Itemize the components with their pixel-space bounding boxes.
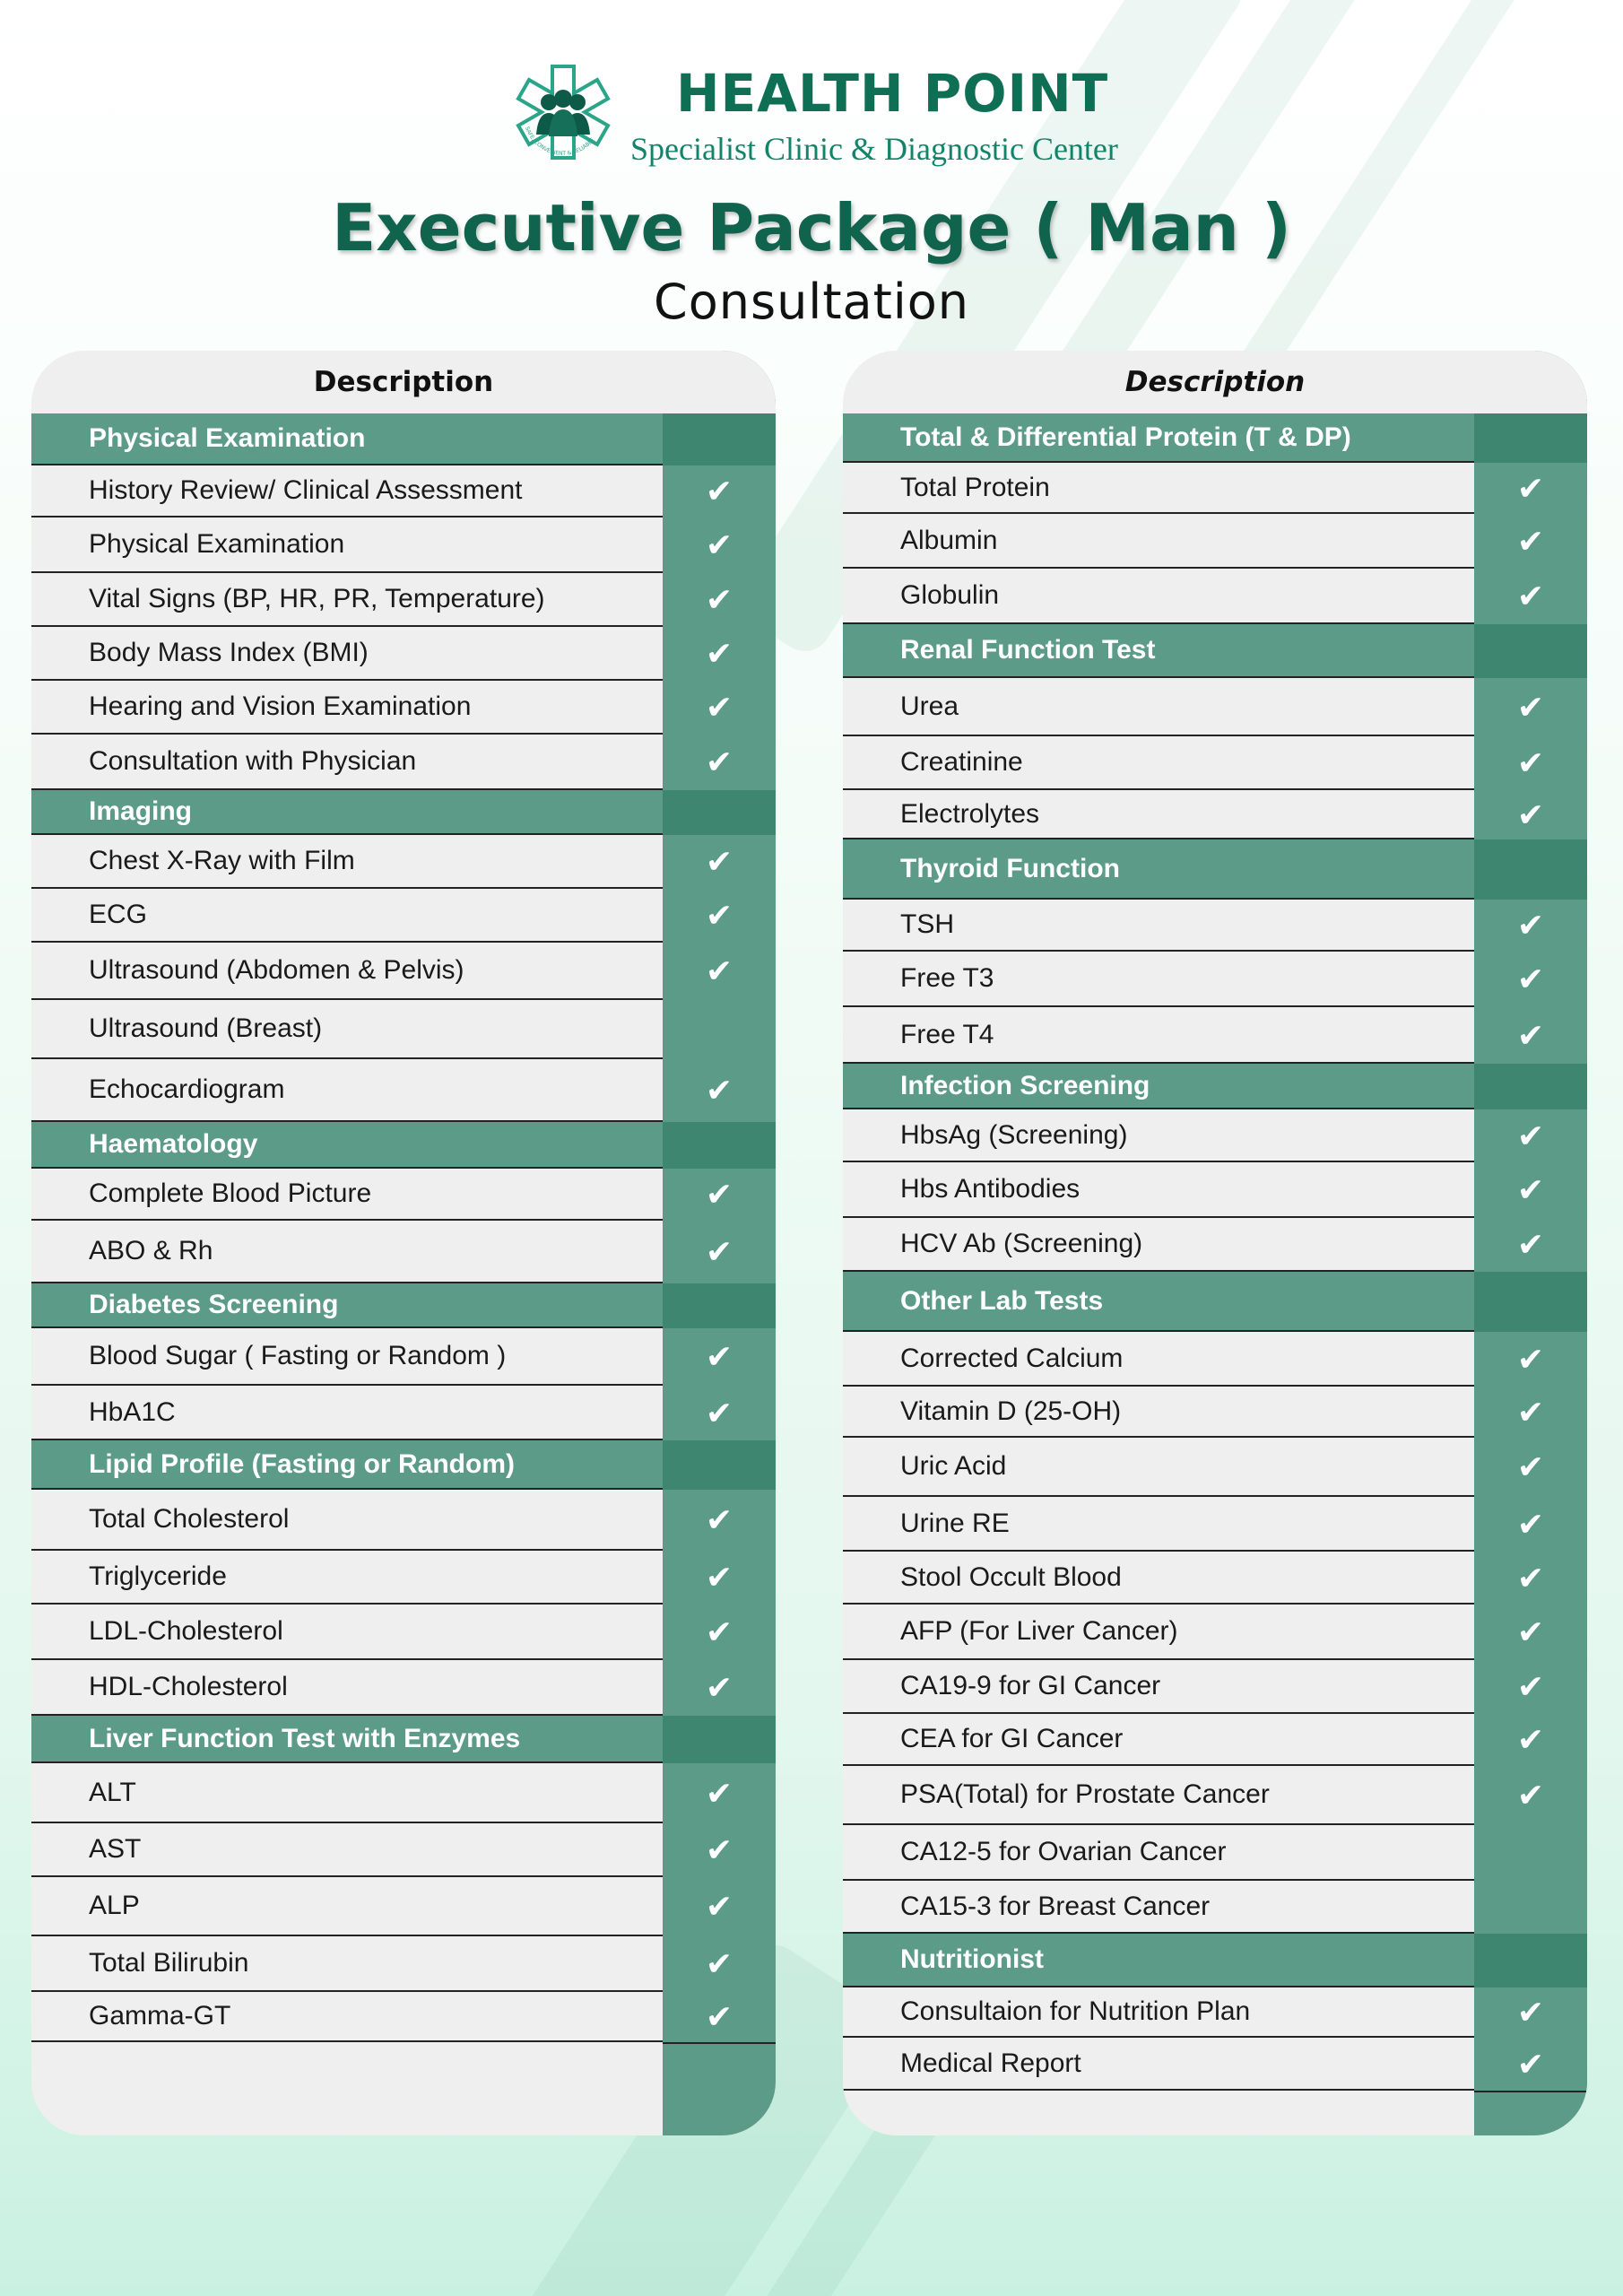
row-label: Urea [843,678,1474,736]
checkmark-icon: ✔ [1474,900,1587,953]
table-row [31,1605,776,1660]
table-row [843,1438,1587,1497]
checkmark-icon: ✔ [1474,2038,1587,2092]
checkmark-icon: ✔ [663,1490,776,1552]
table-row [843,1881,1587,1934]
checkmark-icon [1474,1272,1587,1334]
checkmark-icon: ✔ [1474,736,1587,792]
table-row [31,681,776,735]
table-row [843,514,1587,569]
checkmark-icon: ✔ [1474,1605,1587,1662]
row-label: Free T3 [843,952,1474,1007]
row-label: HbsAg (Screening) [843,1109,1474,1162]
row-label: Blood Sugar ( Fasting or Random ) [31,1328,663,1386]
checkmark-icon: ✔ [1474,952,1587,1009]
row-label: Urine RE [843,1497,1474,1552]
row-label: HDL-Cholesterol [31,1660,663,1716]
section-header-row [843,413,1587,463]
checkmark-icon: ✔ [1474,1332,1587,1388]
table-row [31,517,776,573]
checkmark-icon: ✔ [663,1877,776,1938]
checkmark-icon: ✔ [1474,1766,1587,1827]
checkmark-icon: ✔ [663,627,776,683]
table-row [31,1551,776,1605]
row-label: CA19-9 for GI Cancer [843,1660,1474,1714]
table-row [31,889,776,943]
table-row [31,1763,776,1823]
row-label: Corrected Calcium [843,1332,1474,1387]
row-label: ALP [31,1877,663,1936]
section-title: Haematology [31,1122,663,1169]
checkmark-icon: ✔ [1474,1218,1587,1274]
row-label: Ultrasound (Abdomen & Pelvis) [31,943,663,1000]
table-row [843,1660,1587,1714]
row-label: Free T4 [843,1007,1474,1064]
row-label: Ultrasound (Breast) [31,1000,663,1059]
row-label: Total Protein [843,463,1474,514]
left-table-header: Description [31,351,776,413]
brand-name: HEALTH POINT [676,63,1109,124]
logo-arc-text: SAFE, CONVENIENT & RELIABLE [524,126,596,157]
row-label: HbA1C [31,1386,663,1440]
section-title: Renal Function Test [843,624,1474,678]
checkmark-icon [663,1283,776,1330]
table-row [31,1936,776,1992]
table-row [843,1552,1587,1605]
checkmark-icon: ✔ [663,1328,776,1387]
row-label: Triglyceride [31,1551,663,1605]
section-title: Nutritionist [843,1934,1474,1987]
checkmark-icon [663,413,776,467]
table-row [31,835,776,889]
checkmark-icon: ✔ [1474,1987,1587,2039]
section-title: Imaging [31,790,663,835]
checkmark-icon [1474,624,1587,680]
checkmark-icon: ✔ [663,681,776,736]
row-label: Vital Signs (BP, HR, PR, Temperature) [31,573,663,627]
table-row [31,573,776,627]
table-row [843,1109,1587,1162]
checkmark-icon [1474,1881,1587,1935]
checkmark-icon: ✔ [1474,1387,1587,1439]
table-row [31,735,776,790]
checkmark-icon: ✔ [663,517,776,575]
row-label: CA12-5 for Ovarian Cancer [843,1825,1474,1881]
checkmark-icon [1474,839,1587,901]
row-label: Vitamin D (25-OH) [843,1387,1474,1438]
table-row [843,2038,1587,2091]
package-title: Executive Package ( Man ) [332,190,1291,265]
checkmark-icon: ✔ [1474,790,1587,841]
table-row [843,1007,1587,1064]
table-row [843,1766,1587,1825]
section-title: Lipid Profile (Fasting or Random) [31,1440,663,1490]
section-title: Diabetes Screening [31,1283,663,1328]
checkmark-icon: ✔ [1474,1109,1587,1164]
row-label: Total Bilirubin [31,1936,663,1992]
table-row [31,1221,776,1283]
row-label: Gamma-GT [31,1992,663,2042]
checkmark-icon: ✔ [663,573,776,629]
checkmark-icon: ✔ [663,889,776,944]
row-label: Body Mass Index (BMI) [31,627,663,681]
checkmark-icon [663,790,776,837]
row-label: LDL-Cholesterol [31,1605,663,1660]
checkmark-icon: ✔ [1474,463,1587,516]
table-row [31,943,776,1000]
row-label: ABO & Rh [31,1221,663,1283]
table-row [843,1218,1587,1272]
row-label: Echocardiogram [31,1059,663,1122]
section-title: Total & Differential Protein (T & DP) [843,413,1474,463]
table-row [843,1497,1587,1552]
table-row [31,1992,776,2042]
table-row [843,678,1587,736]
checkmark-icon: ✔ [663,1169,776,1222]
checkmark-icon: ✔ [663,735,776,792]
section-title: Thyroid Function [843,839,1474,900]
table-row [843,463,1587,514]
table-row [31,1169,776,1221]
checkmark-icon: ✔ [1474,569,1587,626]
checkmark-icon: ✔ [663,1386,776,1442]
table-row [31,1059,776,1122]
table-row [31,1328,776,1386]
section-header-row [843,1934,1587,1987]
section-title: Liver Function Test with Enzymes [31,1716,663,1763]
row-label: Consultation with Physician [31,735,663,790]
row-label: Physical Examination [31,517,663,573]
row-label: CA15-3 for Breast Cancer [843,1881,1474,1934]
row-label: Consultaion for Nutrition Plan [843,1987,1474,2038]
checkmark-icon: ✔ [1474,678,1587,738]
table-row [843,1387,1587,1438]
row-label: ALT [31,1763,663,1823]
section-header-row [31,790,776,835]
checkmark-icon: ✔ [1474,1497,1587,1553]
checkmark-icon: ✔ [1474,1438,1587,1499]
checkmark-icon: ✔ [663,1936,776,1994]
checkmark-icon: ✔ [1474,1162,1587,1220]
table-row [31,1490,776,1551]
table-row [843,952,1587,1007]
table-row [843,1332,1587,1387]
row-label: History Review/ Clinical Assessment [31,465,663,517]
table-row [31,1877,776,1936]
row-label: Complete Blood Picture [31,1169,663,1221]
checkmark-icon: ✔ [1474,1552,1587,1606]
table-row [843,1987,1587,2038]
checkmark-icon: ✔ [663,465,776,519]
table-row [843,1714,1587,1766]
checkmark-icon: ✔ [663,1992,776,2044]
checkmark-icon [663,1000,776,1061]
row-label: Stool Occult Blood [843,1552,1474,1605]
checkmark-icon: ✔ [663,1823,776,1879]
table-row [843,1605,1587,1660]
section-header-row [31,1283,776,1328]
checkmark-icon: ✔ [1474,1660,1587,1716]
left-table-panel [31,351,776,2135]
table-row [843,790,1587,839]
brand-subtitle: Specialist Clinic & Diagnostic Center [630,131,1118,167]
checkmark-icon: ✔ [1474,1007,1587,1065]
row-label: HCV Ab (Screening) [843,1218,1474,1272]
checkmark-icon [1474,1064,1587,1111]
table-row [31,465,776,517]
brand-header [0,54,1623,170]
checkmark-icon [1474,1825,1587,1883]
table-row [31,1823,776,1877]
right-table-header: Description [843,351,1587,413]
section-header-row [843,1064,1587,1109]
section-header-row [843,624,1587,678]
checkmark-icon: ✔ [663,1221,776,1285]
table-row [843,1825,1587,1881]
checkmark-icon [1474,413,1587,465]
row-label: AST [31,1823,663,1877]
table-row [31,1386,776,1440]
checkmark-icon [1474,1934,1587,1989]
section-title: Other Lab Tests [843,1272,1474,1332]
row-label: Creatinine [843,736,1474,790]
row-label: Electrolytes [843,790,1474,839]
row-label: Albumin [843,514,1474,569]
checkmark-icon: ✔ [663,1660,776,1718]
section-header-row [31,1716,776,1763]
row-label: Hearing and Vision Examination [31,681,663,735]
checkmark-icon: ✔ [1474,514,1587,570]
row-label: Medical Report [843,2038,1474,2091]
table-row [843,900,1587,952]
row-label: TSH [843,900,1474,952]
right-table-panel [843,351,1587,2135]
table-row [31,1660,776,1716]
section-header-row [843,839,1587,900]
row-label: Chest X-Ray with Film [31,835,663,889]
checkmark-icon [663,1122,776,1170]
checkmark-icon: ✔ [663,835,776,891]
section-header-row [31,1122,776,1169]
checkmark-icon: ✔ [1474,1714,1587,1768]
table-row [843,1162,1587,1218]
section-header-row [31,413,776,465]
checkmark-icon [663,1440,776,1492]
section-title: Infection Screening [843,1064,1474,1109]
checkmark-icon [663,1716,776,1765]
package-subtitle: Consultation [653,274,970,330]
section-header-row [31,1440,776,1490]
row-label: Globulin [843,569,1474,624]
checkmark-icon: ✔ [663,1551,776,1606]
table-row [843,569,1587,624]
section-title: Physical Examination [31,413,663,465]
row-label: PSA(Total) for Prostate Cancer [843,1766,1474,1825]
row-label: ECG [31,889,663,943]
checkmark-icon: ✔ [663,1059,776,1124]
row-label: Hbs Antibodies [843,1162,1474,1218]
row-label: CEA for GI Cancer [843,1714,1474,1766]
checkmark-icon: ✔ [663,943,776,1002]
table-row [31,627,776,681]
row-label: Total Cholesterol [31,1490,663,1551]
section-header-row [843,1272,1587,1332]
table-row [843,736,1587,790]
row-label: AFP (For Liver Cancer) [843,1605,1474,1660]
checkmark-icon: ✔ [663,1605,776,1662]
health-point-logo [509,63,617,170]
checkmark-icon: ✔ [663,1763,776,1825]
row-label: Uric Acid [843,1438,1474,1497]
table-row [31,1000,776,1059]
